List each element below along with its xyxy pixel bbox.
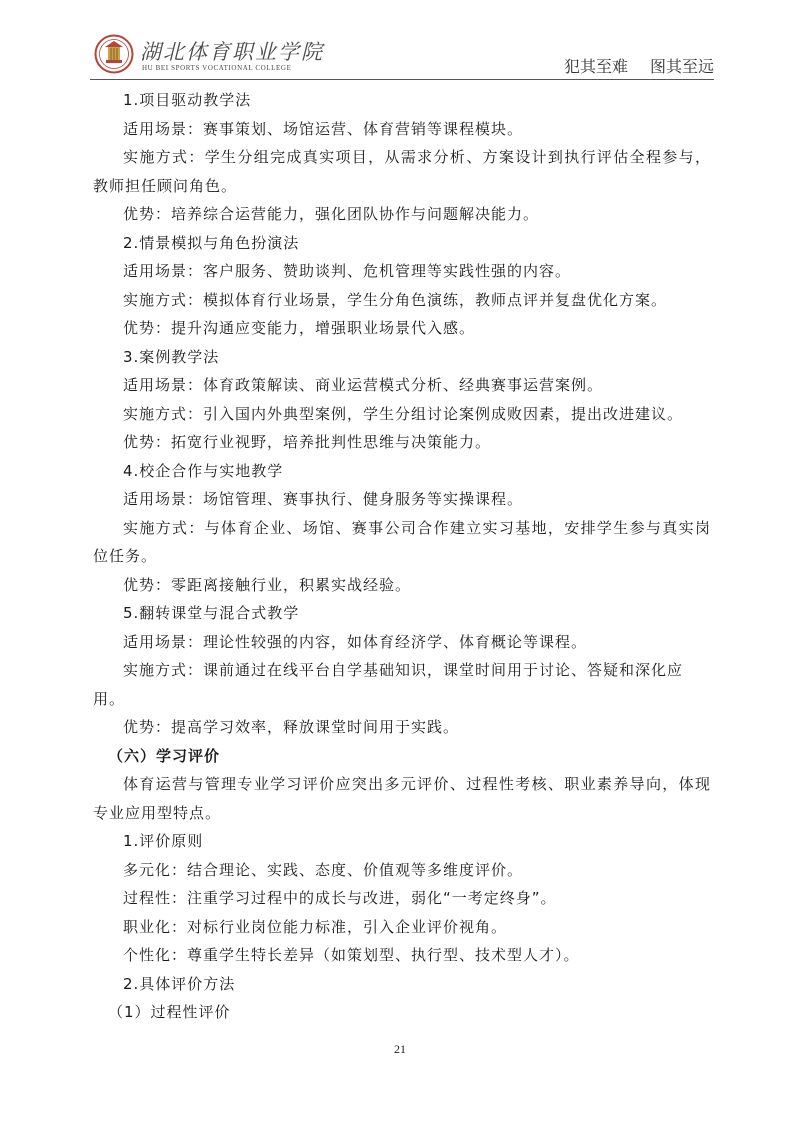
paragraph-line: 实施方式：与体育企业、场馆、赛事公司合作建立实习基地，安排学生参与真实岗位任务。	[93, 518, 711, 565]
document-body	[93, 86, 711, 1027]
heading-case-teaching: 3.案例教学法	[123, 347, 220, 366]
paragraph-line: 个性化：尊重学生特长差异（如策划型、执行型、技术型人才）。	[123, 946, 580, 964]
paragraph-line: 优势：培养综合运营能力，强化团队协作与问题解决能力。	[123, 205, 540, 223]
heading-flipped-classroom: 5.翻转课堂与混合式教学	[123, 604, 300, 622]
paragraph-line: 实施方式：课前通过在线平台自学基础知识，课堂时间用于讨论、答疑和深化应用。	[93, 661, 684, 708]
heading-school-enterprise: 4.校企合作与实地教学	[123, 461, 284, 480]
header-divider	[90, 79, 714, 80]
paragraph-line: 体育运营与管理专业学习评价应突出多元评价、过程性考核、职业素养导向，体现专业应用型特点。	[93, 775, 711, 822]
heading-evaluation-principles: 1.评价原则	[123, 832, 204, 850]
college-logo	[90, 34, 330, 78]
paragraph-line: 优势：拓宽行业视野，培养批判性思维与决策能力。	[123, 433, 492, 451]
paragraph-line: 实施方式：引入国内外典型案例，学生分组讨论案例成败因素，提出改进建议。	[123, 404, 684, 423]
paragraph-line: 多元化：结合理论、实践、态度、价值观等多维度评价。	[123, 860, 524, 879]
logo-chinese-name: 湖北体育职业学院	[140, 40, 324, 64]
paragraph-line: 适用场景：场馆管理、赛事执行、健身服务等实操课程。	[123, 490, 524, 508]
page-header	[90, 30, 714, 82]
paragraph-line: 实施方式：模拟体育行业场景，学生分角色演练，教师点评并复盘优化方案。	[123, 290, 668, 309]
logo-english-name: HU BEI SPORTS VOCATIONAL COLLEGE	[142, 64, 292, 72]
paragraph-line: 适用场景：体育政策解读、商业运营模式分析、经典赛事运营案例。	[123, 376, 604, 394]
motto-right: 图其至远	[649, 57, 714, 76]
paragraph-line: 职业化：对标行业岗位能力标准，引入企业评价视角。	[123, 917, 508, 936]
subheading-process-evaluation: （1）过程性评价	[108, 1003, 231, 1021]
section-heading-evaluation: （六）学习评价	[108, 746, 221, 765]
heading-scenario-simulation: 2.情景模拟与角色扮演法	[123, 233, 300, 252]
page-number: 21	[394, 1042, 406, 1056]
heading-project-driven: 1.项目驱动教学法	[123, 91, 252, 109]
paragraph-line: 适用场景：理论性较强的内容，如体育经济学、体育概论等课程。	[123, 632, 588, 651]
heading-evaluation-methods: 2.具体评价方法	[123, 974, 236, 993]
motto-left: 犯其至难	[563, 57, 628, 76]
paragraph-line: 优势：提高学习效率，释放课堂时间用于实践。	[123, 718, 460, 736]
paragraph-line: 实施方式：学生分组完成真实项目，从需求分析、方案设计到执行评估全程参与，教师担任顾问角色。	[93, 148, 711, 195]
paragraph-line: 优势：提升沟通应变能力，增强职业场景代入感。	[123, 319, 476, 337]
paragraph-line: 适用场景：客户服务、赞助谈判、危机管理等实践性强的内容。	[123, 262, 572, 280]
paragraph-line: 过程性：注重学习过程中的成长与改进，弱化“一考定终身”。	[123, 889, 557, 907]
college-seal-icon	[94, 34, 134, 74]
paragraph-line: 优势：零距离接触行业，积累实战经验。	[123, 575, 412, 594]
paragraph-line: 适用场景：赛事策划、场馆运营、体育营销等课程模块。	[123, 119, 524, 138]
college-motto	[564, 54, 714, 77]
